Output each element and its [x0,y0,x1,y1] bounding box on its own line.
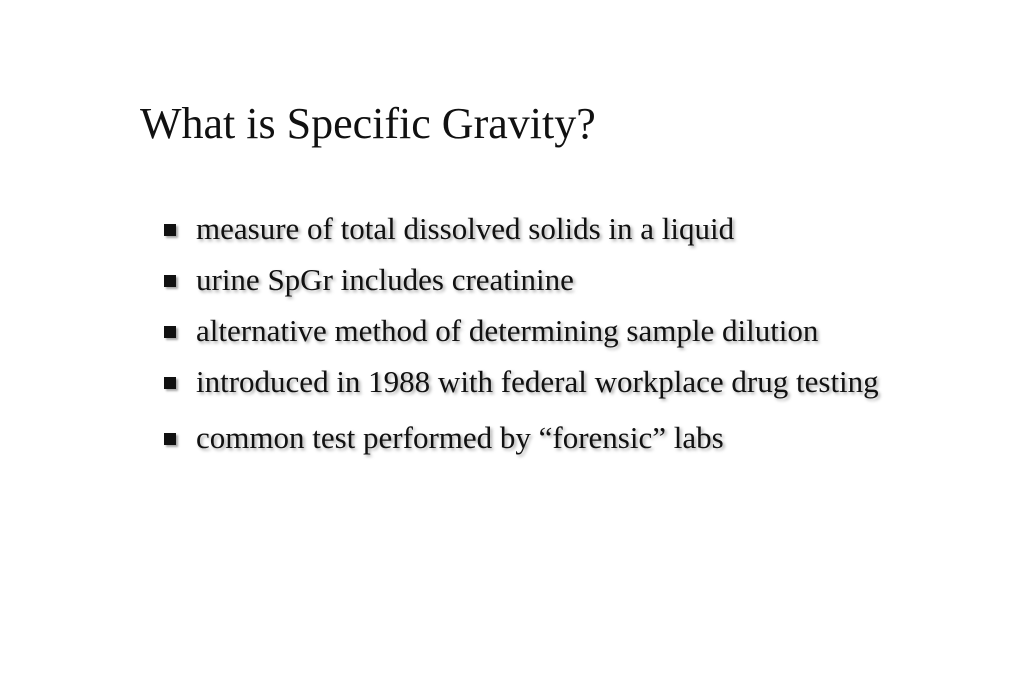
bullet-text: alternative method of determining sample dilution [196,313,819,348]
slide-title: What is Specific Gravity? [140,99,596,148]
list-item [164,208,964,250]
bullet-text: measure of total dissolved solids in a liquid [196,211,735,246]
bullet-list [164,208,964,468]
square-bullet-icon [164,377,176,389]
list-item [164,310,964,352]
square-bullet-icon [164,433,176,445]
square-bullet-icon [164,224,176,236]
bullet-text: common test performed by “forensic” labs [196,420,724,455]
list-item [164,259,964,301]
list-item [164,361,964,403]
list-item [164,417,964,459]
square-bullet-icon [164,326,176,338]
bullet-text: urine SpGr includes creatinine [196,262,574,297]
bullet-text: introduced in 1988 with federal workplace drug testing [196,364,879,399]
square-bullet-icon [164,275,176,287]
